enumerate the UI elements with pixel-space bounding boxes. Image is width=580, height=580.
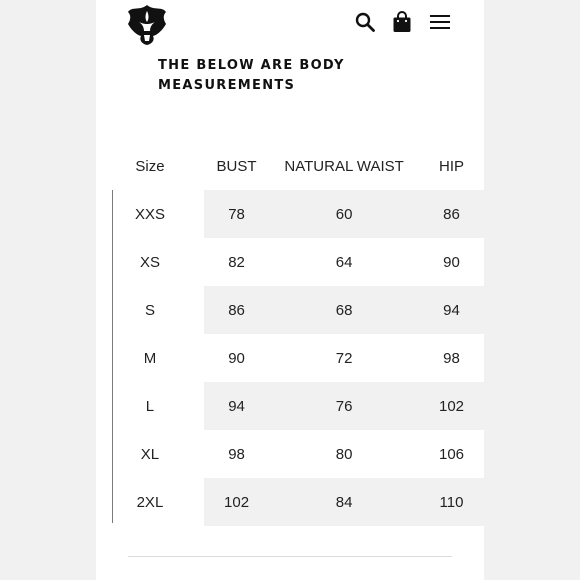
size-label: XXS bbox=[134, 205, 165, 223]
hip-value: 90 bbox=[419, 238, 484, 286]
bust-value: 102 bbox=[204, 478, 269, 526]
size-guide-page bbox=[96, 0, 484, 580]
hip-value: 86 bbox=[419, 190, 484, 238]
waist-value: 80 bbox=[269, 430, 419, 478]
size-label: M bbox=[143, 349, 157, 367]
size-label: L bbox=[145, 397, 155, 415]
header-natural-waist: NATURAL WAIST bbox=[284, 157, 404, 175]
hip-value: 94 bbox=[419, 286, 484, 334]
measurements-note bbox=[158, 56, 378, 96]
waist-value: 64 bbox=[269, 238, 419, 286]
size-label: XL bbox=[140, 445, 160, 463]
waist-value: 84 bbox=[269, 478, 419, 526]
bust-value: 90 bbox=[204, 334, 269, 382]
bust-value: 94 bbox=[204, 382, 269, 430]
waist-value: 76 bbox=[269, 382, 419, 430]
table-row bbox=[96, 238, 484, 286]
header-size: Size bbox=[135, 157, 165, 175]
size-label: XS bbox=[139, 253, 160, 271]
header-bust: BUST bbox=[216, 157, 257, 175]
bust-value: 82 bbox=[204, 238, 269, 286]
phoenix-logo-icon[interactable] bbox=[126, 2, 168, 46]
table-row bbox=[96, 190, 484, 238]
bust-value: 78 bbox=[204, 190, 269, 238]
table-header-row bbox=[96, 142, 484, 190]
header-hip: HIP bbox=[439, 157, 465, 175]
size-chart-table bbox=[96, 142, 484, 526]
size-label: S bbox=[144, 301, 155, 319]
hip-value: 106 bbox=[419, 430, 484, 478]
measurements-note-line1: THE BELOW ARE BODY bbox=[158, 58, 345, 73]
waist-value: 72 bbox=[269, 334, 419, 382]
search-icon[interactable] bbox=[353, 10, 377, 34]
hip-value: 102 bbox=[419, 382, 484, 430]
table-row bbox=[96, 430, 484, 478]
hip-value: 110 bbox=[419, 478, 484, 526]
bust-value: 98 bbox=[204, 430, 269, 478]
bust-value: 86 bbox=[204, 286, 269, 334]
waist-value: 68 bbox=[269, 286, 419, 334]
measurements-note-line2: MEASUREMENTS bbox=[158, 78, 296, 93]
size-label: 2XL bbox=[136, 493, 164, 511]
table-row bbox=[96, 286, 484, 334]
hamburger-menu-icon[interactable] bbox=[428, 10, 452, 34]
waist-value: 60 bbox=[269, 190, 419, 238]
table-row bbox=[96, 334, 484, 382]
table-row bbox=[96, 478, 484, 526]
site-header bbox=[96, 0, 484, 50]
shopping-bag-icon[interactable] bbox=[390, 10, 414, 34]
hip-value: 98 bbox=[419, 334, 484, 382]
table-row bbox=[96, 382, 484, 430]
section-divider bbox=[128, 556, 452, 557]
